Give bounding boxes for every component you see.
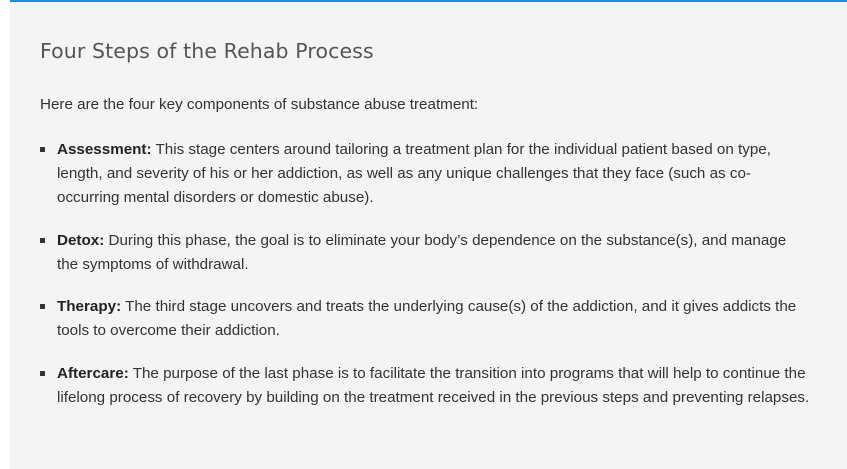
section-title: Four Steps of the Rehab Process bbox=[40, 39, 374, 63]
list-item-detox bbox=[40, 229, 810, 277]
step-name: Therapy: bbox=[57, 298, 122, 315]
step-description: This stage centers around tailoring a treatment plan for the individual patient based on type, length, and severity of his or her addiction, as well as any unique challenges that they face (such as co-occurring mental disorders or domestic abuse). bbox=[57, 141, 771, 206]
intro-text: Here are the four key components of substance abuse treatment: bbox=[40, 96, 479, 113]
step-name: Assessment: bbox=[57, 141, 152, 158]
step-description: During this phase, the goal is to eliminate your body’s dependence on the substance(s), and manage the symptoms of withdrawal. bbox=[57, 231, 787, 273]
square-bullet-icon bbox=[40, 304, 45, 309]
square-bullet-icon bbox=[40, 238, 45, 243]
step-name: Aftercare: bbox=[57, 364, 129, 382]
list-item-therapy bbox=[40, 295, 810, 343]
step-description: The purpose of the last phase is to facilitate the transition into programs that will help to continue the lifelong process of recovery by building on the treatment received in the previous steps and preventing relapses. bbox=[57, 364, 810, 406]
step-name: Detox: bbox=[57, 231, 105, 249]
square-bullet-icon bbox=[40, 147, 45, 152]
list-item-aftercare bbox=[40, 362, 810, 410]
list-item-assessment bbox=[40, 138, 810, 210]
steps-list bbox=[40, 138, 810, 428]
square-bullet-icon bbox=[40, 371, 45, 376]
content-panel bbox=[10, 0, 847, 469]
step-description: The third stage uncovers and treats the underlying cause(s) of the addiction, and it gives addicts the tools to overcome their addiction. bbox=[57, 298, 797, 339]
